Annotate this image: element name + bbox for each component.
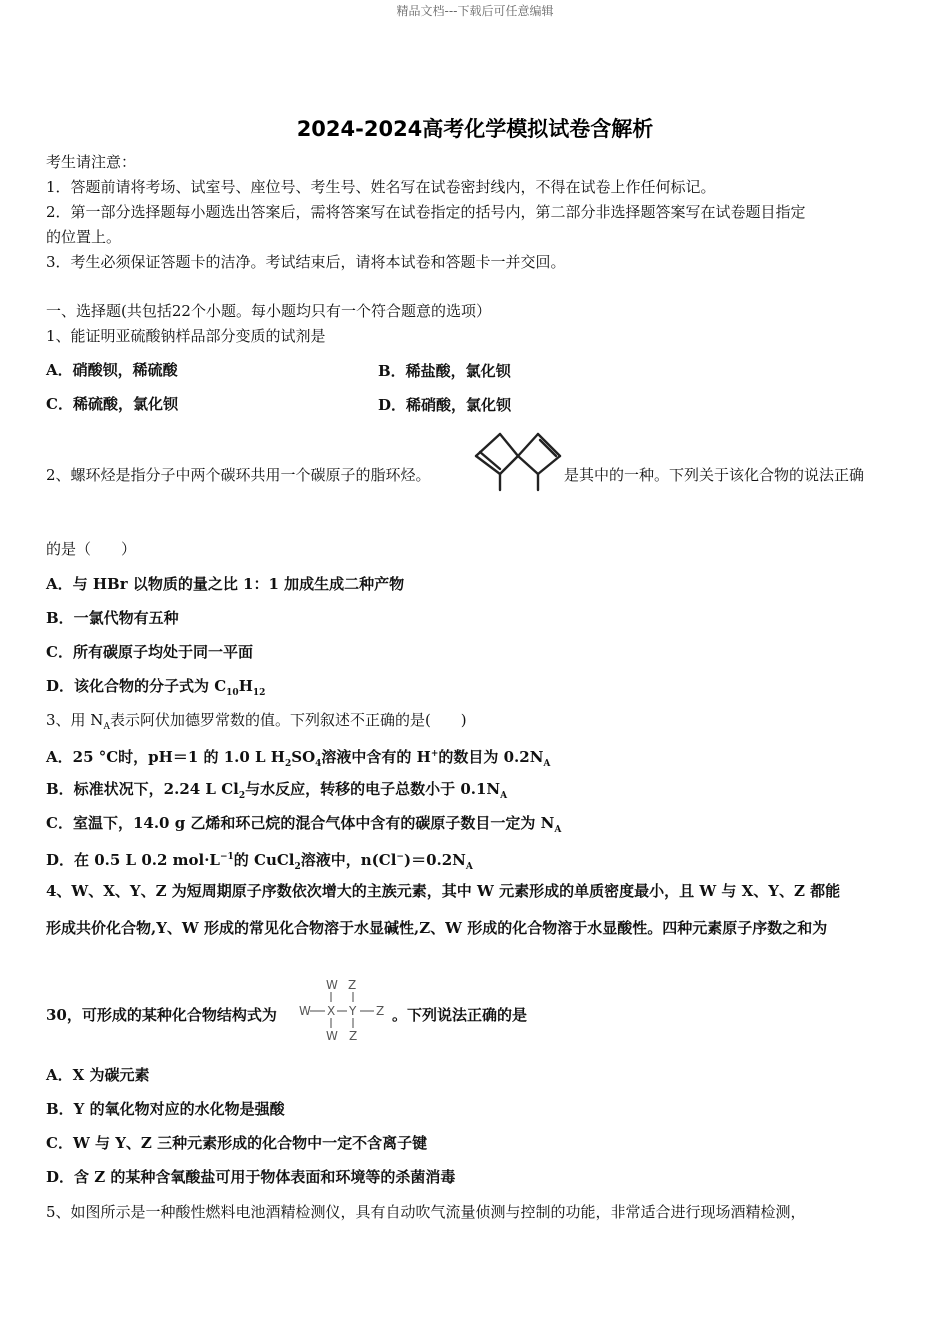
svg-text:W: W xyxy=(299,1004,311,1018)
q4-option-a: A．X 为碳元素 xyxy=(46,1066,150,1084)
q3-option-d: D．在 0.5 L 0.2 $mol\cdot L^{-1}$的 CuCl$_2$溶液中，$n(Cl^-)=0.2N_A$ xyxy=(46,851,473,872)
q2-option-b: B．一氯代物有五种 xyxy=(46,609,179,627)
q2-stem-part2: 是其中的一种。下列关于该化合物的说法正确 xyxy=(564,466,865,484)
svg-text:Z: Z xyxy=(348,978,357,992)
notice-item-1: 1．答题前请将考场、试室号、座位号、考生号、姓名写在试卷密封线内，不得在试卷上作任何标记。 xyxy=(46,178,716,196)
notice-item-2: 2．第一部分选择题每小题选出答案后，需将答案写在试卷指定的括号内，第二部分非选择题答案写在试卷题目指定 xyxy=(46,203,806,221)
q1-option-d: D．稀硝酸，氯化钡 xyxy=(378,396,512,414)
q3-option-c: C．室温下，14.0 g 乙烯和环己烷的混合气体中含有的碳原子数目一定为 $N_A$ xyxy=(46,814,562,835)
q4-option-b: B．Y 的氧化物对应的水化物是强酸 xyxy=(46,1100,285,1118)
q1-option-b: B．稀盐酸，氯化钡 xyxy=(378,362,511,380)
q3-option-b: B．标准状况下，2.24 L $Cl_2$与水反应，转移的电子总数小于 $0.1N_A$ xyxy=(46,780,508,801)
notice-item-2-cont: 的位置上。 xyxy=(46,228,122,246)
notice-item-3: 3．考生必须保证答题卡的洁净。考试结束后，请将本试卷和答题卡一并交回。 xyxy=(46,253,566,271)
q2-stem-part1: 2、螺环烃是指分子中两个碳环共用一个碳原子的脂环烃。 xyxy=(46,466,431,484)
q1-stem: 1、能证明亚硫酸钠样品部分变质的试剂是 xyxy=(46,327,326,345)
q2-stem-part3: 的是（ ） xyxy=(46,540,137,558)
q4-stem-line3b: 。下列说法正确的是 xyxy=(392,1006,528,1024)
q4-stem-line3a: 30，可形成的某种化合物结构式为 xyxy=(46,1006,277,1024)
q2-option-d: D．该化合物的分子式为 $C_{10}H_{12}$ xyxy=(46,677,266,698)
page-title: 2024-2024高考化学模拟试卷含解析 xyxy=(296,117,654,141)
svg-text:Y: Y xyxy=(349,1004,357,1018)
section-heading: 一、选择题(共包括22个小题。每小题均只有一个符合题意的选项） xyxy=(46,302,491,320)
q3-stem: 3、用 $N_A$表示阿伏加德罗常数的值。下列叙述不正确的是( ) xyxy=(46,711,467,732)
q5-stem: 5、如图所示是一种酸性燃料电池酒精检测仪，具有自动吹气流量侦测与控制的功能，非常适合进行现场酒精检测， xyxy=(46,1203,806,1221)
svg-text:Z: Z xyxy=(349,1029,358,1043)
notice-heading: 考生请注意： xyxy=(46,153,137,171)
svg-text:X: X xyxy=(327,1004,336,1018)
svg-text:W: W xyxy=(326,978,338,992)
svg-text:Z: Z xyxy=(376,1004,385,1018)
q2-option-c: C．所有碳原子均处于同一平面 xyxy=(46,643,253,661)
q2-option-a: A．与 HBr 以物质的量之比 1：1 加成生成二种产物 xyxy=(46,575,405,593)
q3-option-a: A．25 °C时，pH＝1 的 1.0 L $H_2SO_4$溶液中含有的 H+的数目为 $0.2N_A$ xyxy=(46,748,551,769)
spiro-compound-structure xyxy=(470,426,566,496)
q4-structure-formula xyxy=(298,977,390,1043)
q4-option-d: D．含 Z 的某种含氧酸盐可用于物体表面和环境等的杀菌消毒 xyxy=(46,1168,456,1186)
q1-option-a: A．硝酸钡，稀硫酸 xyxy=(46,361,178,379)
q1-option-c: C．稀硫酸，氯化钡 xyxy=(46,395,178,413)
svg-text:W: W xyxy=(326,1029,338,1043)
q4-stem-line1: 4、W、X、Y、Z 为短周期原子序数依次增大的主族元素，其中 W 元素形成的单质密度最小，且 W 与 X、Y、Z 都能 xyxy=(46,882,841,900)
page-header-note: 精品文档---下载后可任意编辑 xyxy=(396,4,554,18)
q4-stem-line2: 形成共价化合物,Y、W 形成的常见化合物溶于水显碱性,Z、W 形成的化合物溶于水显酸性。四种元素原子序数之和为 xyxy=(46,919,828,937)
q4-option-c: C．W 与 Y、Z 三种元素形成的化合物中一定不含离子键 xyxy=(46,1134,428,1152)
